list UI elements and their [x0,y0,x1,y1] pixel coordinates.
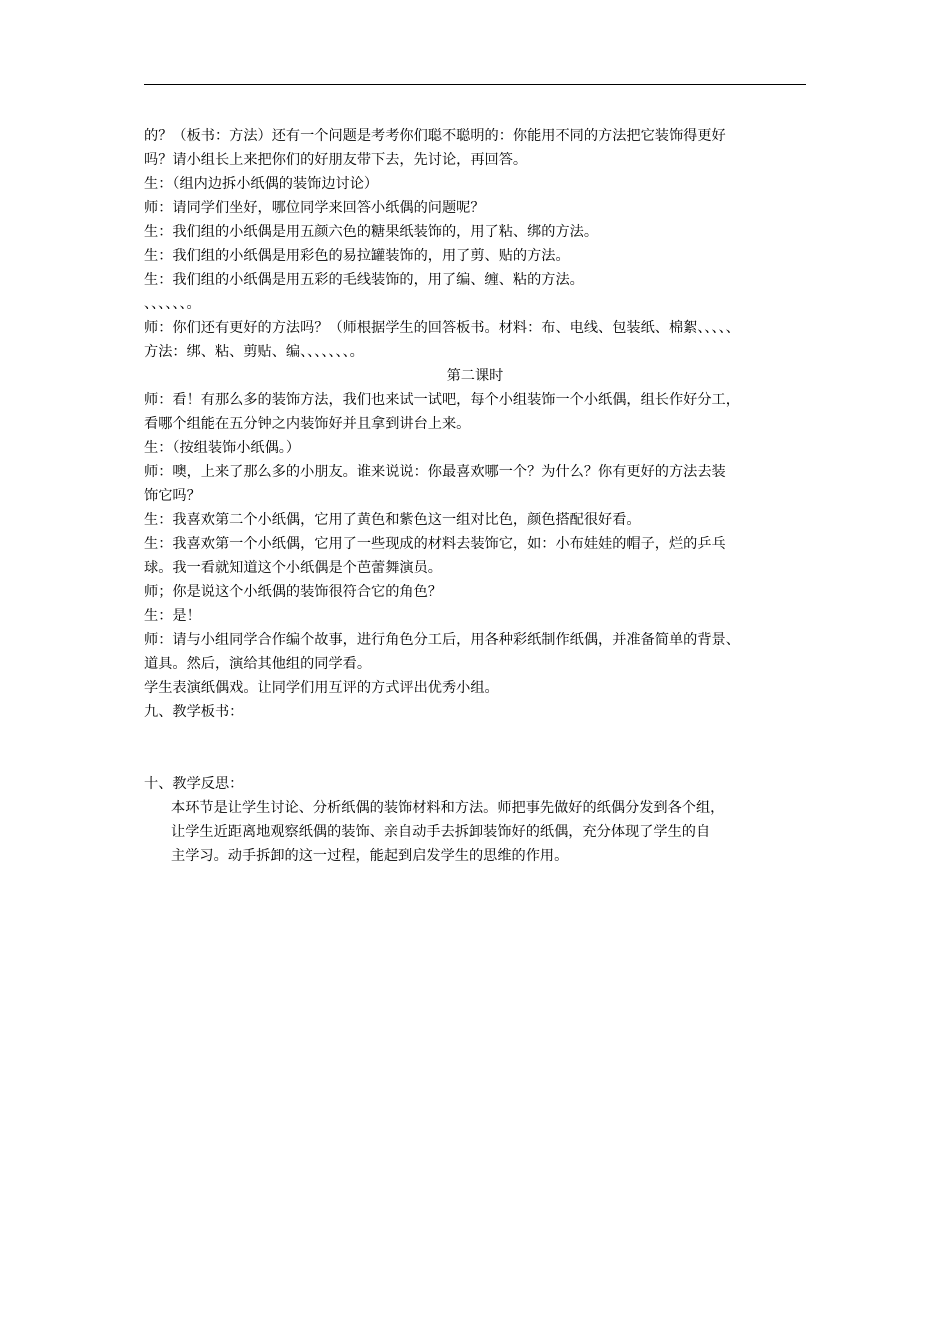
text-line: 学生表演纸偶戏。让同学们用互评的方式评出优秀小组。 [144,680,499,696]
reflection-line: 主学习。动手拆卸的这一过程，能起到启发学生的思维的作用。 [171,848,569,864]
text-line: 球。我一看就知道这个小纸偶是个芭蕾舞演员。 [144,560,442,576]
board-writing-space [144,724,816,772]
text-line: 、、、、、、。 [144,296,201,312]
text-line: 生：我们组的小纸偶是用五颜六色的糖果纸装饰的，用了粘、绑的方法。 [144,224,599,240]
text-line: 师：噢，上来了那么多的小朋友。谁来说说：你最喜欢哪一个？为什么？你有更好的方法去装 [144,464,726,480]
text-line: 生：我喜欢第一个小纸偶，它用了一些现成的材料去装饰它，如：小布娃娃的帽子，烂的乒乓 [144,536,726,552]
text-line: 师：看！有那么多的装饰方法，我们也来试一试吧，每个小组装饰一个小纸偶，组长作好分工， [144,392,740,408]
text-line: 师：你们还有更好的方法吗？（师根据学生的回答板书。材料：布、电线、包装纸、棉絮、、、、、 [144,320,740,336]
reflection-line: 本环节是让学生讨论、分析纸偶的装饰材料和方法。师把事先做好的纸偶分发到各个组， [171,800,725,816]
text-line: 生：我们组的小纸偶是用彩色的易拉罐装饰的，用了剪、贴的方法。 [144,248,570,264]
text-line: 方法：绑、粘、剪贴、编、、、、、、、。 [144,344,364,360]
text-line: 饰它吗？ [144,488,201,504]
text-line: 看哪个组能在五分钟之内装饰好并且拿到讲台上来。 [144,416,471,432]
reflection-line: 让学生近距离地观察纸偶的装饰、亲自动手去拆卸装饰好的纸偶，充分体现了学生的自 [171,824,711,840]
text-line: 的？（板书：方法）还有一个问题是考考你们聪不聪明的：你能用不同的方法把它装饰得更好 [144,128,726,144]
text-line: 师；你是说这个小纸偶的装饰很符合它的角色？ [144,584,442,600]
text-line: 生：我喜欢第二个小纸偶，它用了黄色和紫色这一组对比色，颜色搭配很好看。 [144,512,641,528]
text-line: 师：请与小组同学合作编个故事，进行角色分工后，用各种彩纸制作纸偶，并准备简单的背景、 [144,632,740,648]
text-line: 道具。然后，演给其他组的同学看。 [144,656,372,672]
text-line: 生：（组内边拆小纸偶的装饰边讨论） [144,176,379,192]
text-line: 生：我们组的小纸偶是用五彩的毛线装饰的，用了编、缠、粘的方法。 [144,272,584,288]
header-rule [144,84,806,85]
lesson-heading: 第二课时 [446,368,504,384]
text-line: 生：是！ [144,608,201,624]
document-body [144,124,816,868]
section-nine-heading: 九、教学板书： [144,704,244,720]
section-ten-heading: 十、教学反思： [144,776,244,792]
text-line: 吗？请小组长上来把你们的好朋友带下去，先讨论，再回答。 [144,152,528,168]
text-line: 生：（按组装饰小纸偶。） [144,440,301,456]
text-line: 师：请同学们坐好，哪位同学来回答小纸偶的问题呢？ [144,200,485,216]
